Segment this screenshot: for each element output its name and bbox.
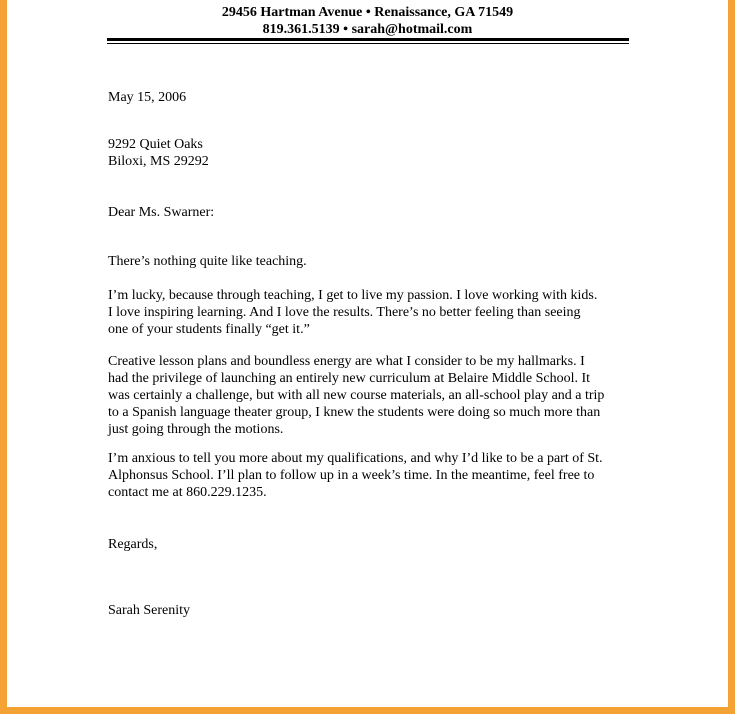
paragraph-line: to a Spanish language theater group, I knew the students were doing so much more than	[108, 405, 601, 420]
letter-page	[7, 0, 728, 707]
recipient-address-line: 9292 Quiet Oaks	[108, 137, 203, 152]
body-paragraph-4	[108, 450, 638, 501]
letterhead	[7, 4, 728, 38]
salutation: Dear Ms. Swarner:	[108, 205, 215, 220]
paragraph-line: Creative lesson plans and boundless energy are what I consider to be my hallmarks. I	[108, 354, 585, 369]
body-paragraph-2	[108, 287, 638, 338]
paragraph-line: I love inspiring learning. And I love the results. There’s no better feeling than seeing	[108, 305, 581, 320]
body-paragraph-1	[108, 253, 638, 270]
letterhead-address: 29456 Hartman Avenue • Renaissance, GA 71549	[221, 5, 514, 20]
paragraph-line: was certainly a challenge, but with all new course materials, an all-school play and a trip	[108, 388, 605, 403]
paragraph-line: just going through the motions.	[108, 422, 284, 437]
letterhead-divider-thick	[107, 38, 629, 41]
signature-name: Sarah Serenity	[108, 603, 191, 618]
paragraph-line: one of your students finally “get it.”	[108, 322, 310, 337]
letterhead-divider-thin	[107, 43, 629, 44]
paragraph-line: I’m anxious to tell you more about my qualifications, and why I’d like to be a part of St.	[108, 451, 603, 466]
closing: Regards,	[108, 537, 158, 552]
recipient-address	[108, 136, 638, 170]
body-paragraph-3	[108, 353, 638, 438]
letter-date: May 15, 2006	[108, 90, 187, 105]
paragraph-line: I’m lucky, because through teaching, I get to live my passion. I love working with kids.	[108, 288, 598, 303]
paragraph-line: There’s nothing quite like teaching.	[108, 254, 307, 269]
paragraph-line: had the privilege of launching an entirely new curriculum at Belaire Middle School. It	[108, 371, 591, 386]
paragraph-line: Alphonsus School. I’ll plan to follow up in a week’s time. In the meantime, feel free to	[108, 468, 595, 483]
paragraph-line: contact me at 860.229.1235.	[108, 485, 267, 500]
recipient-address-line: Biloxi, MS 29292	[108, 154, 209, 169]
letterhead-contact: 819.361.5139 • sarah@hotmail.com	[262, 22, 473, 37]
